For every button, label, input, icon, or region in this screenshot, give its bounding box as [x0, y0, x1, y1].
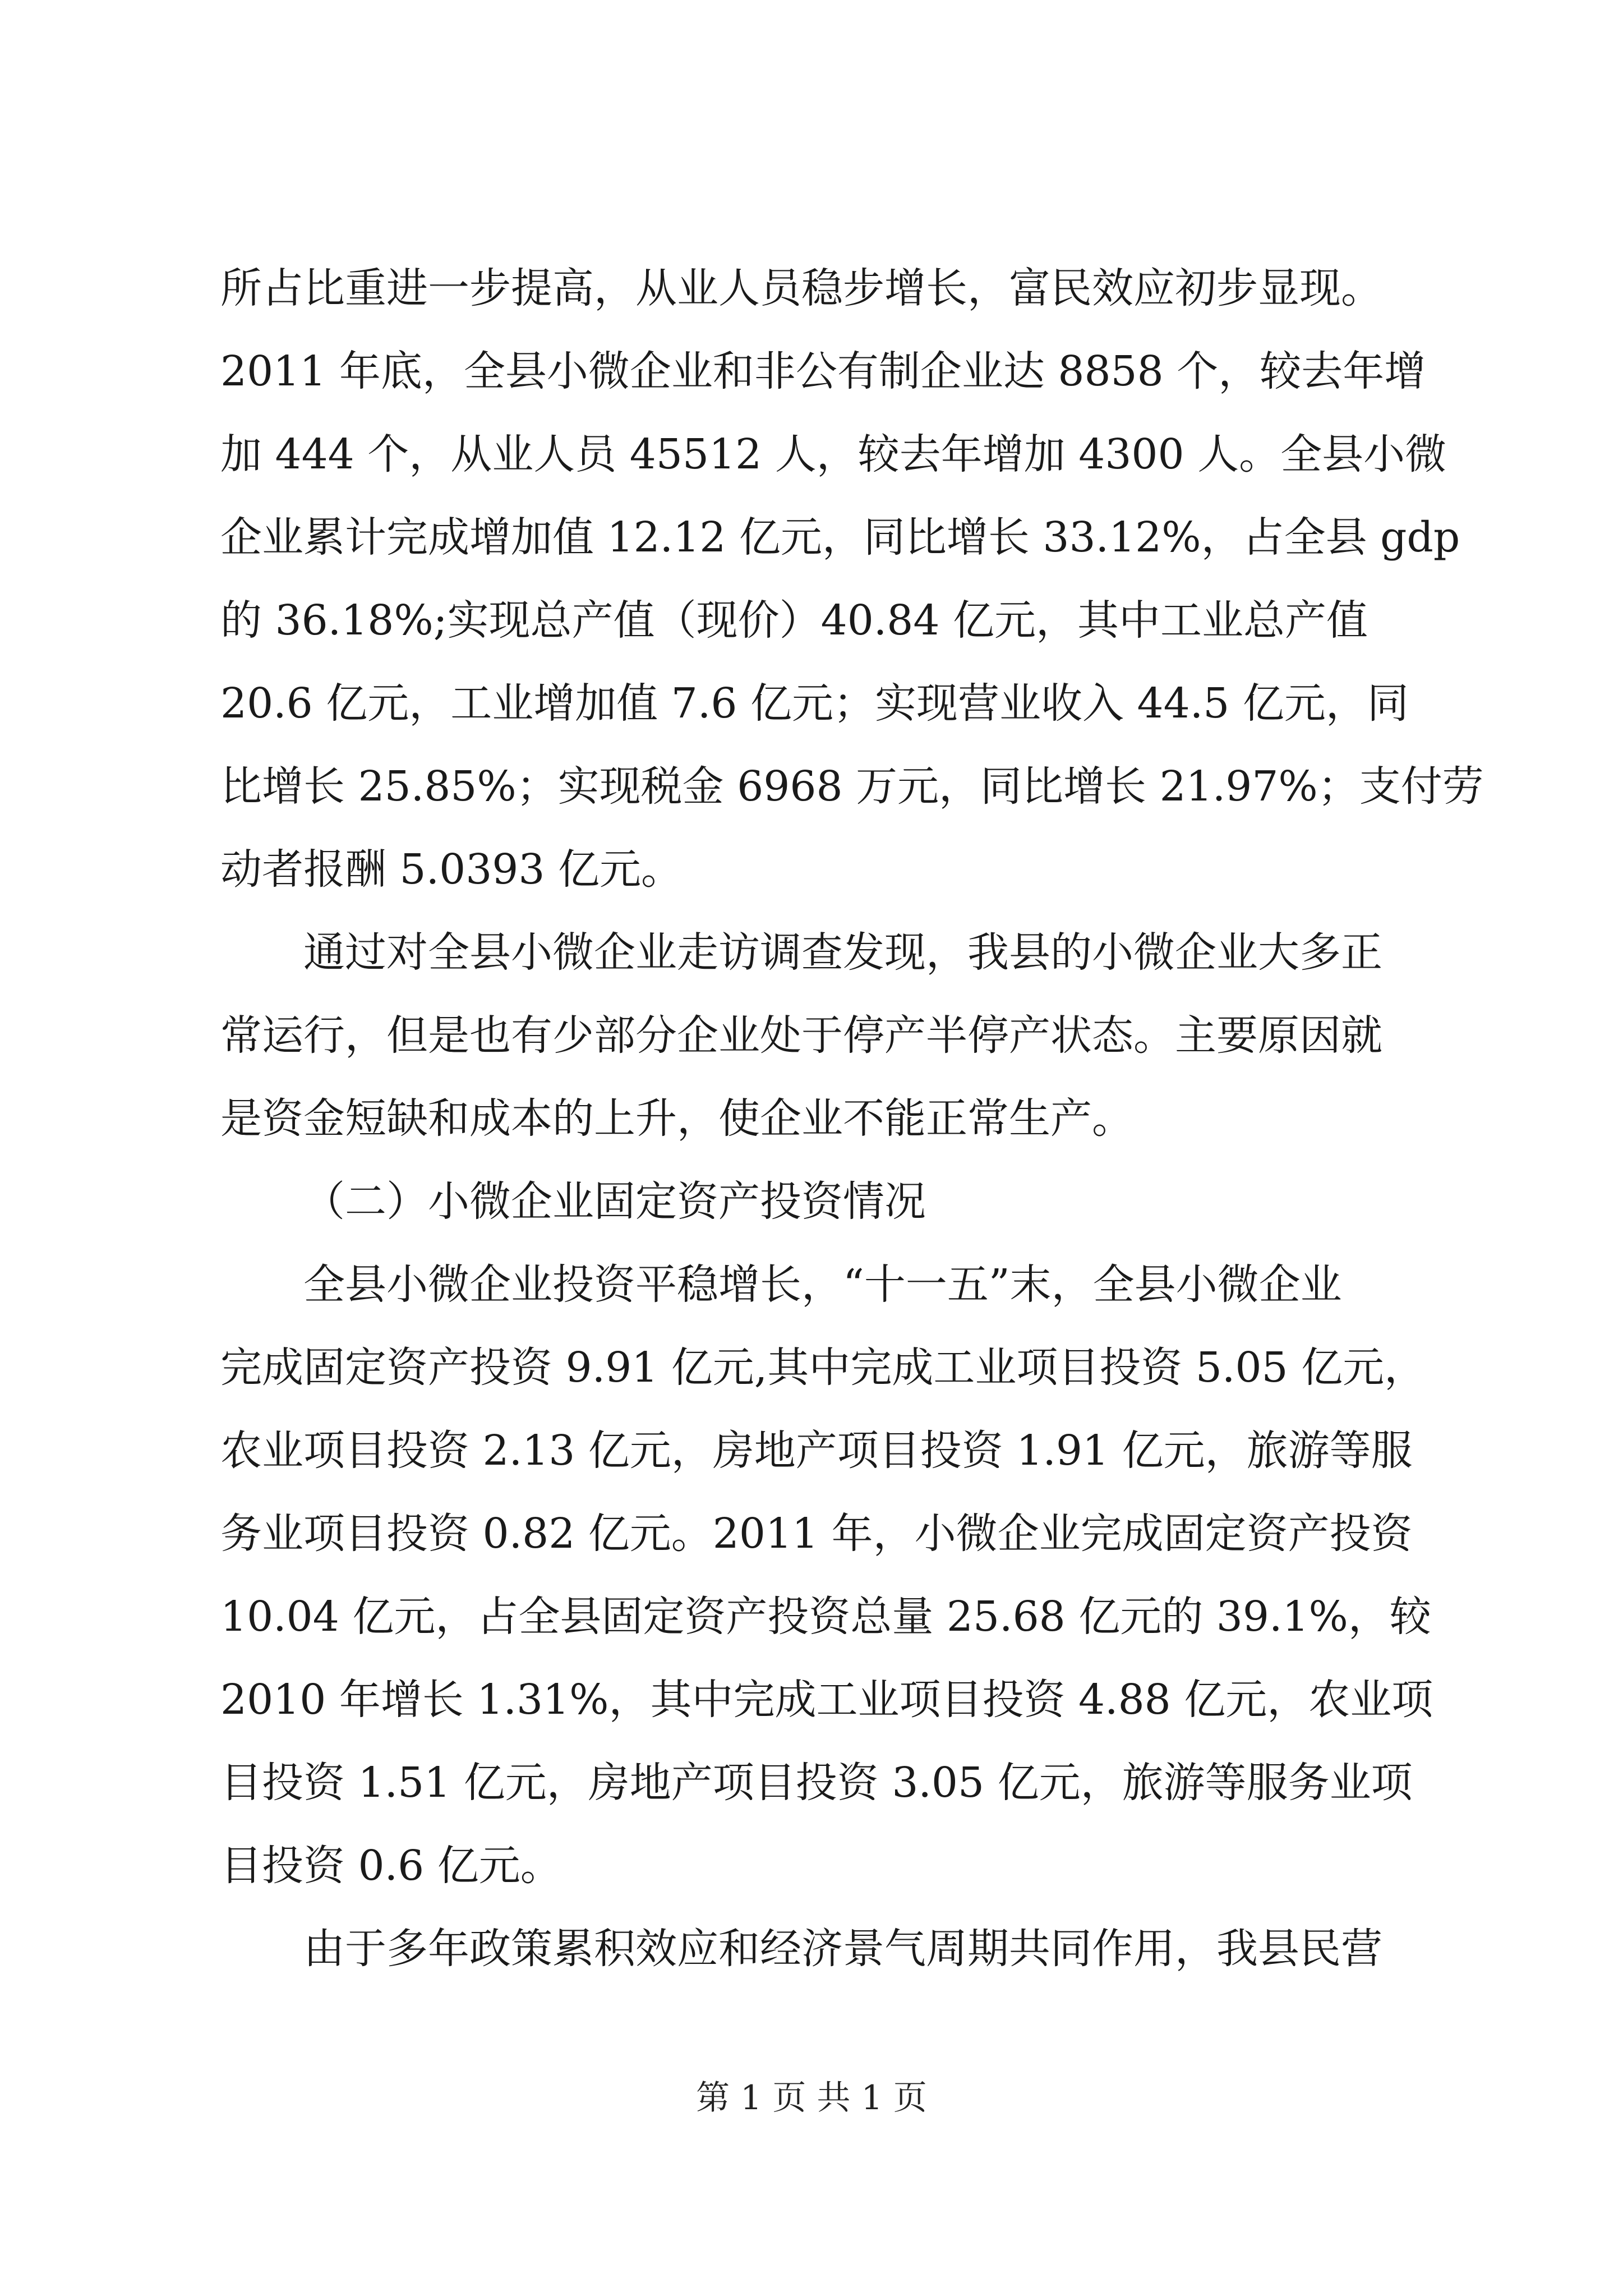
page-footer: 第 1 页 共 1 页	[696, 2078, 927, 2118]
text-line: 动者报酬 5.0393 亿元。	[220, 845, 683, 894]
paragraph-first-line: 由于多年政策累积效应和经济景气周期共同作用，我县民营	[303, 1925, 1382, 1973]
text-line: 的 36.18%;实现总产值（现价）40.84 亿元，其中工业总产值	[220, 596, 1368, 645]
text-line: 是资金短缺和成本的上升，使企业不能正常生产。	[220, 1094, 1133, 1143]
text-line: 目投资 1.51 亿元，房地产项目投资 3.05 亿元，旅游等服务业项	[220, 1759, 1413, 1807]
text-line: 企业累计完成增加值 12.12 亿元，同比增长 33.12%，占全县 gdp	[220, 513, 1460, 562]
text-line: 所占比重进一步提高，从业人员稳步增长，富民效应初步显现。	[220, 264, 1382, 312]
text-line: 常运行，但是也有少部分企业处于停产半停产状态。主要原因就	[220, 1011, 1382, 1060]
text-line: 10.04 亿元，占全县固定资产投资总量 25.68 亿元的 39.1%，较	[220, 1593, 1431, 1641]
text-line: 农业项目投资 2.13 亿元，房地产项目投资 1.91 亿元，旅游等服	[220, 1427, 1413, 1475]
text-line: 加 444 个，从业人员 45512 人，较去年增加 4300 人。全县小微	[220, 430, 1447, 478]
text-line: 比增长 25.85%；实现税金 6968 万元，同比增长 21.97%；支付劳	[220, 762, 1484, 811]
text-line: 2010 年增长 1.31%，其中完成工业项目投资 4.88 亿元，农业项	[220, 1676, 1433, 1724]
document-body	[220, 247, 1484, 1990]
text-line: 20.6 亿元，工业增加值 7.6 亿元；实现营业收入 44.5 亿元，同	[220, 679, 1409, 728]
text-line: 完成固定资产投资 9.91 亿元,其中完成工业项目投资 5.05 亿元，	[220, 1343, 1426, 1392]
paragraph-first-line: 通过对全县小微企业走访调查发现，我县的小微企业大多正	[303, 928, 1382, 977]
section-heading: （二）小微企业固定资产投资情况	[303, 1177, 926, 1226]
text-line: 2011 年底，全县小微企业和非公有制企业达 8858 个，较去年增	[220, 347, 1426, 395]
text-line: 务业项目投资 0.82 亿元。2011 年，小微企业完成固定资产投资	[220, 1510, 1413, 1558]
text-line: 目投资 0.6 亿元。	[220, 1842, 562, 1890]
paragraph-first-line: 全县小微企业投资平稳增长，“十一五”末，全县小微企业	[303, 1260, 1342, 1309]
